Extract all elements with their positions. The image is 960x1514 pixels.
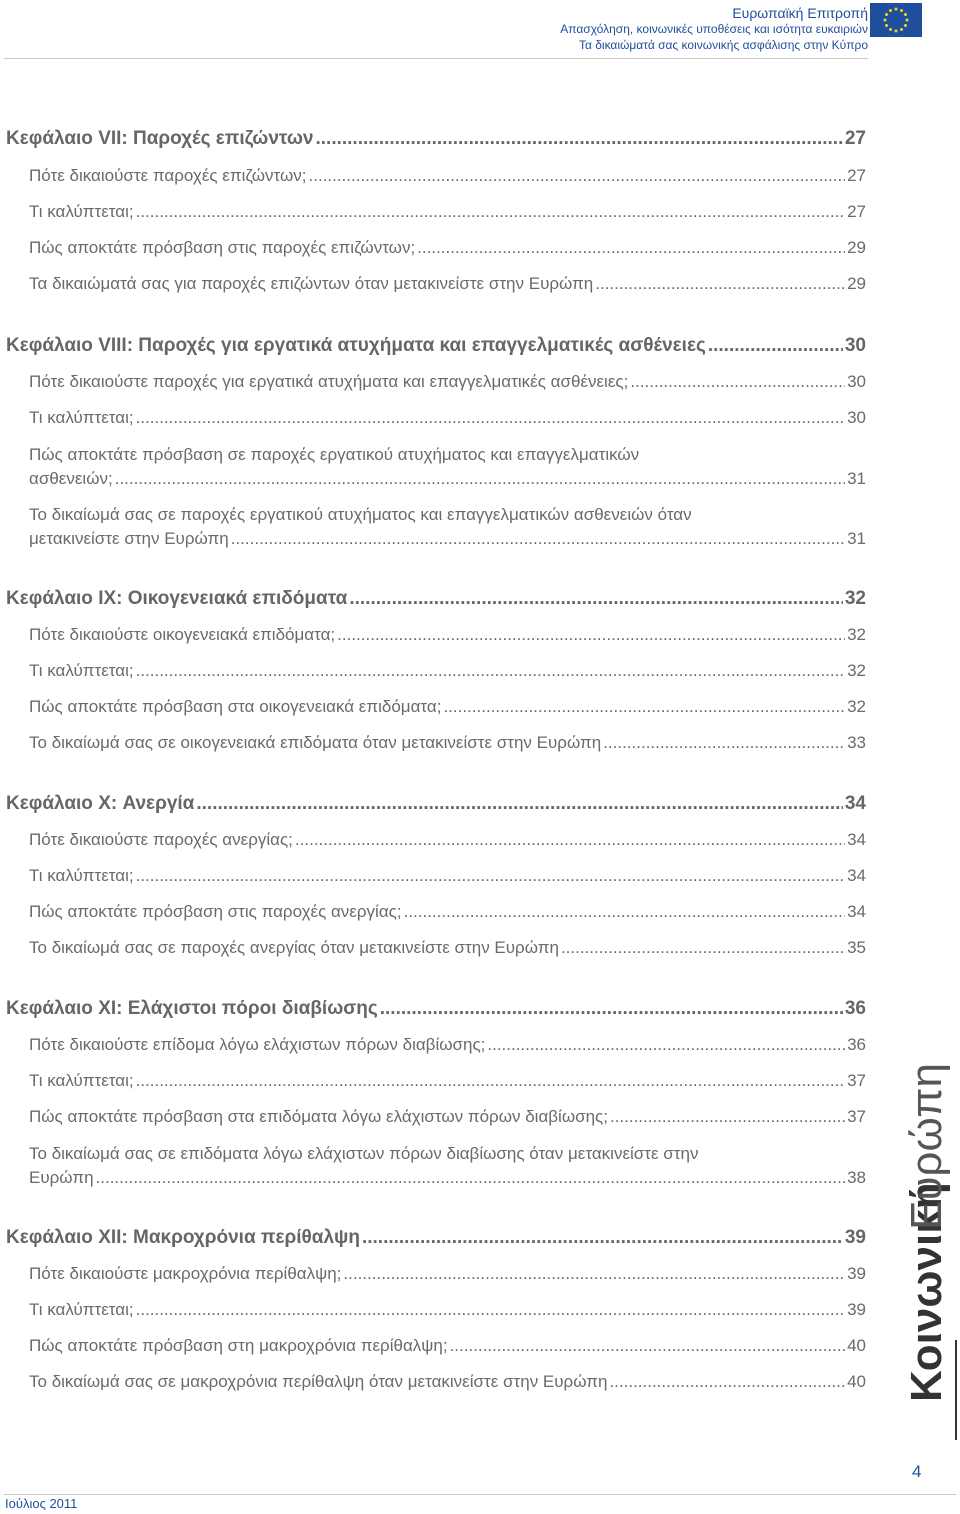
toc-chapter-9[interactable]: Κεφάλαιο IX: Οικογενειακά επιδόματα ..... 32 bbox=[6, 588, 866, 610]
eu-star-icon bbox=[885, 24, 888, 27]
toc-chapter-7[interactable]: Κεφάλαιο VII: Παροχές επιζώντων ..... 27 bbox=[6, 128, 866, 150]
toc-entry[interactable]: Τα δικαιώματά σας για παροχές επιζώντων όταν μετακινείστε στην Ευρώπη ..... 29 bbox=[29, 274, 866, 294]
header-rule bbox=[4, 58, 868, 59]
toc-chapter-8[interactable]: Κεφάλαιο VIII: Παροχές για εργατικά ατυχήματα και επαγγελματικές ασθένειες ..... 30 bbox=[6, 335, 866, 357]
toc-entry[interactable]: Τι καλύπτεται; ..... 34 bbox=[29, 866, 866, 886]
eu-star-icon bbox=[904, 13, 907, 16]
eu-star-icon bbox=[900, 9, 903, 12]
footer-rule bbox=[4, 1494, 956, 1495]
header-doc-title: Τα δικαιώματά σας κοινωνικής ασφάλισης στην Κύπρο bbox=[578, 38, 868, 52]
toc-entry[interactable]: Πώς αποκτάτε πρόσβαση στα οικογενειακά επιδόματα; ..... 32 bbox=[29, 697, 866, 717]
toc-chapter-12[interactable]: Κεφάλαιο XII: Μακροχρόνια περίθαλψη ..... 39 bbox=[6, 1227, 866, 1249]
toc-entry[interactable]: Το δικαίωμά σας σε παροχές εργατικού ατυχήματος και επαγγελματικών ασθενειών όταν μετακινείστε στην Ευρώπη ..... 31 bbox=[29, 503, 866, 551]
footer-date: Ιούλιος 2011 bbox=[5, 1496, 78, 1511]
eu-star-icon bbox=[900, 28, 903, 31]
side-brand-bold: Κοινωνική bbox=[902, 1182, 951, 1402]
toc-entry[interactable]: Τι καλύπτεται; ..... 32 bbox=[29, 661, 866, 681]
toc-entry[interactable]: Τι καλύπτεται; ..... 37 bbox=[29, 1071, 866, 1091]
toc-entry[interactable]: Τι καλύπτεται; ..... 30 bbox=[29, 408, 866, 428]
eu-star-icon bbox=[895, 30, 898, 33]
toc-entry[interactable]: Πότε δικαιούστε οικογενειακά επιδόματα; ..... 32 bbox=[29, 625, 866, 645]
toc-entry[interactable]: Πώς αποκτάτε πρόσβαση στα επιδόματα λόγω ελάχιστων πόρων διαβίωσης; ..... 37 bbox=[29, 1107, 866, 1127]
toc-entry[interactable]: Πώς αποκτάτε πρόσβαση στη μακροχρόνια περίθαλψη; ..... 40 bbox=[29, 1336, 866, 1356]
header-dg: Απασχόληση, κοινωνικές υποθέσεις και ισότητα ευκαιριών bbox=[560, 22, 868, 36]
eu-flag-icon bbox=[870, 3, 922, 37]
toc-entry[interactable]: Πότε δικαιούστε παροχές επιζώντων; ..... 27 bbox=[29, 166, 866, 186]
eu-star-icon bbox=[895, 8, 898, 11]
toc-entry[interactable]: Πότε δικαιούστε μακροχρόνια περίθαλψη; ..... 39 bbox=[29, 1264, 866, 1284]
toc-entry[interactable]: Το δικαίωμά σας σε παροχές ανεργίας όταν μετακινείστε στην Ευρώπη ..... 35 bbox=[29, 938, 866, 958]
eu-star-icon bbox=[884, 19, 887, 22]
toc-chapter-10[interactable]: Κεφάλαιο X: Ανεργία ..... 34 bbox=[6, 793, 866, 815]
eu-star-icon bbox=[904, 24, 907, 27]
header-org: Ευρωπαϊκή Επιτροπή bbox=[732, 5, 868, 21]
side-brand-light: Ευρώπη bbox=[902, 1063, 951, 1230]
eu-star-icon bbox=[885, 13, 888, 16]
toc-entry[interactable]: Πότε δικαιούστε παροχές για εργατικά ατυχήματα και επαγγελματικές ασθένειες; ..... 30 bbox=[29, 372, 866, 392]
toc-entry[interactable]: Πότε δικαιούστε επίδομα λόγω ελάχιστων πόρων διαβίωσης; ..... 36 bbox=[29, 1035, 866, 1055]
eu-star-icon bbox=[906, 19, 909, 22]
toc-entry[interactable]: Τι καλύπτεται; ..... 39 bbox=[29, 1300, 866, 1320]
page-header bbox=[308, 5, 868, 53]
toc-entry[interactable]: Το δικαίωμά σας σε επιδόματα λόγω ελάχιστων πόρων διαβίωσης όταν μετακινείστε στην Ευρώπη ..... 38 bbox=[29, 1142, 866, 1190]
toc-entry[interactable]: Τι καλύπτεται; ..... 27 bbox=[29, 202, 866, 222]
toc-entry[interactable]: Πότε δικαιούστε παροχές ανεργίας; ..... 34 bbox=[29, 830, 866, 850]
toc-entry[interactable]: Πώς αποκτάτε πρόσβαση σε παροχές εργατικού ατυχήματος και επαγγελματικών ασθενειών; ..... 31 bbox=[29, 443, 866, 491]
toc-entry[interactable]: Πώς αποκτάτε πρόσβαση στις παροχές ανεργίας; ..... 34 bbox=[29, 902, 866, 922]
toc-entry[interactable]: Πώς αποκτάτε πρόσβαση στις παροχές επιζώντων; ..... 29 bbox=[29, 238, 866, 258]
eu-star-icon bbox=[889, 28, 892, 31]
side-brand-wordmark bbox=[885, 1040, 955, 1440]
toc-entry[interactable]: Το δικαίωμά σας σε οικογενειακά επιδόματα όταν μετακινείστε στην Ευρώπη ..... 33 bbox=[29, 733, 866, 753]
eu-star-icon bbox=[889, 9, 892, 12]
toc-entry[interactable]: Το δικαίωμά σας σε μακροχρόνια περίθαλψη όταν μετακινείστε στην Ευρώπη ..... 40 bbox=[29, 1372, 866, 1392]
side-rule bbox=[955, 1340, 957, 1440]
page-number: 4 bbox=[912, 1462, 922, 1481]
toc-chapter-11[interactable]: Κεφάλαιο XI: Ελάχιστοι πόροι διαβίωσης ..... 36 bbox=[6, 998, 866, 1020]
